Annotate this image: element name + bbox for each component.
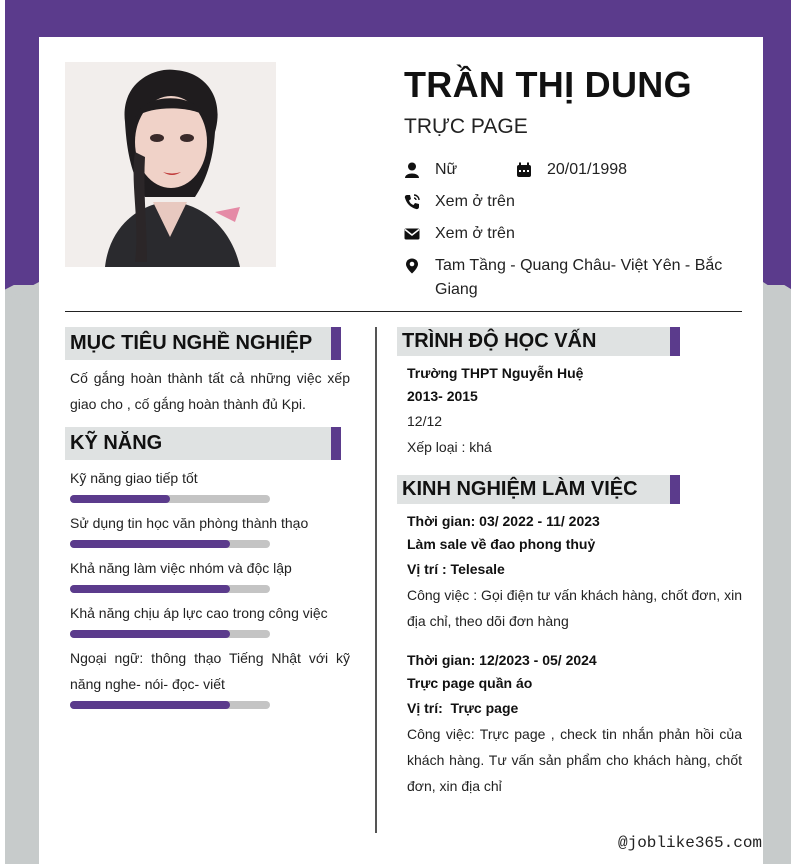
education-school: Trường THPT Nguyễn Huệ: [407, 365, 584, 381]
skill-label: Ngoại ngữ: thông thạo Tiếng Nhật với kỹ năng nghe- nói- đọc- viết: [70, 650, 350, 692]
job-description: Công việc : Gọi điện tư vấn khách hàng, chốt đơn, xin địa chỉ, theo dõi đơn hàng: [407, 587, 742, 629]
phone-icon: [404, 194, 420, 210]
heading-accent-bar: [331, 427, 341, 460]
job-description: Công việc: Trực page , check tin nhắn phản hồi của khách hàng. Tư vấn sản phẩm cho khách hàng, chốt đơn, xin địa chỉ: [407, 726, 742, 794]
skills-title: KỸ NĂNG: [70, 432, 163, 454]
job-position: Vị trí : Telesale: [407, 561, 505, 577]
address-value: Tam Tầng - Quang Châu- Việt Yên - Bắc Giang: [435, 257, 723, 298]
skill-bar-fill: [70, 585, 230, 593]
job-company: Làm sale về đao phong thuỷ: [407, 536, 596, 552]
skill-label: Kỹ năng giao tiếp tốt: [70, 470, 198, 486]
gender-value: Nữ: [435, 161, 458, 178]
address-row: [404, 254, 725, 302]
skill-label: Khả năng làm việc nhóm và độc lập: [70, 560, 292, 576]
skill-item: [70, 465, 350, 503]
skill-bar: [70, 701, 270, 709]
email-value: Xem ở trên: [435, 225, 515, 242]
job-position: Vị trí: Trực page: [407, 700, 519, 716]
birthday-value: 20/01/1998: [547, 161, 628, 178]
skill-bar: [70, 630, 270, 638]
location-pin-icon: [404, 258, 420, 274]
skill-item: [70, 600, 350, 638]
candidate-role: TRỰC PAGE: [404, 115, 528, 138]
job-time: Thời gian: 12/2023 - 05/ 2024: [407, 652, 597, 668]
skill-bar-fill: [70, 701, 230, 709]
skill-label: Sử dụng tin học văn phòng thành thạo: [70, 515, 309, 531]
email-row: [404, 222, 725, 246]
education-title: TRÌNH ĐỘ HỌC VẤN: [402, 330, 597, 352]
skill-bar-fill: [70, 495, 170, 503]
heading-accent-bar: [331, 327, 341, 360]
education-rank: Xếp loại : khá: [407, 439, 492, 455]
experience-title: KINH NGHIỆM LÀM VIỆC: [402, 478, 638, 500]
calendar-icon: [516, 162, 532, 178]
heading-accent-bar: [670, 475, 680, 504]
skill-item: [70, 555, 350, 593]
job-company: Trực page quần áo: [407, 675, 533, 691]
objective-title: MỤC TIÊU NGHỀ NGHIỆP: [70, 332, 313, 354]
heading-accent-bar: [670, 327, 680, 356]
skill-item: [70, 510, 350, 548]
objective-heading: [65, 327, 341, 360]
skills-heading: [65, 427, 341, 460]
envelope-icon: [404, 226, 420, 242]
person-icon: [404, 162, 420, 178]
skill-bar-fill: [70, 630, 230, 638]
skill-item: [70, 645, 350, 709]
skill-bar: [70, 495, 270, 503]
experience-heading: [397, 475, 680, 504]
skill-bar: [70, 540, 270, 548]
profile-photo: [65, 62, 276, 267]
education-years: 2013- 2015: [407, 388, 478, 404]
education-heading: [397, 327, 680, 356]
job-time: Thời gian: 03/ 2022 - 11/ 2023: [407, 513, 600, 529]
header-divider: [65, 311, 742, 312]
phone-value: Xem ở trên: [435, 193, 515, 210]
education-grade: 12/12: [407, 413, 443, 429]
phone-row: [404, 190, 725, 214]
candidate-name: TRẦN THỊ DUNG: [404, 64, 692, 105]
footer-credit: @joblike365.com: [618, 834, 763, 852]
skill-bar-fill: [70, 540, 230, 548]
gender-row: [404, 158, 627, 182]
skill-label: Khả năng chịu áp lực cao trong công việc: [70, 605, 328, 621]
column-divider: [375, 327, 377, 833]
skill-bar: [70, 585, 270, 593]
objective-text: Cố gắng hoàn thành tất cả những việc xếp giao cho , cố gắng hoàn thành đủ Kpi.: [70, 370, 350, 412]
